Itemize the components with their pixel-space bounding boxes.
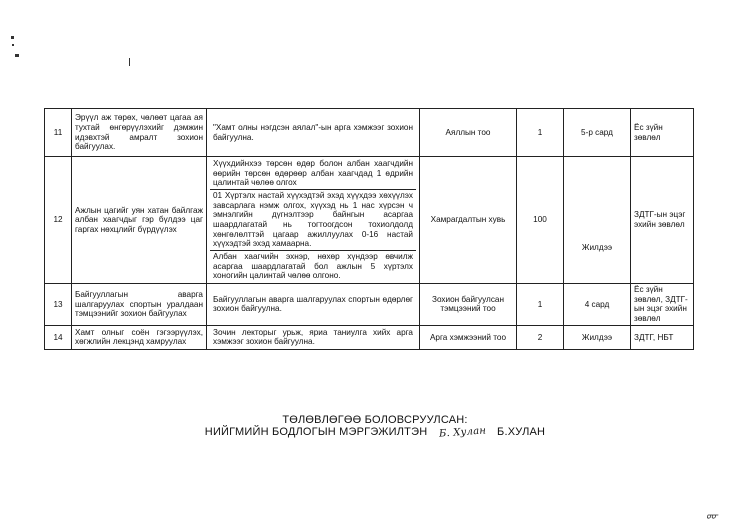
value-cell: 100 [517, 157, 564, 284]
time-cell: Жилдээ [564, 157, 631, 284]
plan-table [44, 108, 694, 350]
footer-prepared-by: ТӨЛӨВЛӨГӨӨ БОЛОВСРУУЛСАН: [282, 414, 468, 426]
scan-speck [11, 36, 14, 39]
footer-name: Б.ХУЛАН [497, 426, 546, 438]
activity-cell [207, 109, 420, 157]
value-cell: 2 [517, 325, 564, 349]
footer-position-title: НИЙГМИЙН БОДЛОГЫН МЭРГЭЖИЛТЭН [204, 426, 428, 438]
activity-text: Зочин лекторыг урьж, яриа таниулга хийх арга хэмжээг зохион байгуулна. [213, 327, 413, 347]
table-row [45, 325, 694, 349]
page-number: ᡂ [706, 511, 718, 522]
row-number: 12 [45, 157, 72, 284]
activity-text: 01 Хүртэлх настай хүүхэдтэй эхэд хүүхдээ хөхүүлэх завсарлага нэмж олгох, хүүхэд нь 1 нас хүрсэн ч эмнэлгийн дүгнэлтээр байнгын асаргаа шаардлагатай нь тогтоогдсон тохиолдолд хөнгөлөлттэй цагаар ажиллуулах 0-16 настай хүүхэдтэй эхэд хамаарна. [210, 190, 416, 251]
activity-text: Хүүхдийнхээ төрсөн өдөр болон албан хаагчдийн өөрийн төрсөн өдөрөөр албан хаагчдад 1 өдрийн цалинтай чөлөө олгох [210, 158, 416, 190]
time-cell: Жилдээ [564, 325, 631, 349]
table-row [45, 157, 694, 284]
activity-text: Байгууллагын аварга шалгаруулах спортын өдөрлөг зохион байгуулна. [213, 294, 413, 314]
row-number: 11 [45, 109, 72, 157]
responsible-cell: ЗДТГ-ын эцэг эхийн зөвлөл [631, 157, 694, 284]
value-cell: 1 [517, 109, 564, 157]
row-number: 13 [45, 284, 72, 326]
indicator-cell: Аяллын тоо [420, 109, 517, 157]
footer-signature-line [0, 426, 750, 438]
activity-text: Албан хаагчийн эхнэр, нөхөр хүндээр өвчилж асаргаа шаардлагатай бол ажлын 5 хүртэлх хоногийн цалинтай чөлөө олгоно. [213, 252, 413, 281]
table-row [45, 109, 694, 157]
time-cell: 4 сард [564, 284, 631, 326]
goal-cell: Ажлын цагийг уян хатан байлгаж албан хаагчдыг гэр бүлдээ цаг гаргах нөхцлийг бүрдүүлэх [72, 157, 207, 284]
indicator-cell: Арга хэмжээний тоо [420, 325, 517, 349]
scan-speck [15, 54, 19, 57]
indicator-cell: Хамрагдалтын хувь [420, 157, 517, 284]
activity-text: "Хамт олны нэгдсэн аялал"-ын арга хэмжээг зохион байгуулна. [213, 122, 413, 142]
handwritten-signature: Б. Хулан [438, 425, 487, 440]
goal-cell: Байгууллагын аварга шалгаруулах спортын уралдаан тэмцээнийг зохион байгуулах [72, 284, 207, 326]
activity-cell [207, 157, 420, 284]
table-row [45, 284, 694, 326]
responsible-cell: Ёс зүйн зөвлөл [631, 109, 694, 157]
goal-cell: Эрүүл аж төрөх, чөлөөт цагаа ая тухтай өнгөрүүлэхийг дэмжин идэвхтэй амралт зохион байгуулах. [72, 109, 207, 157]
time-cell: 5-р сард [564, 109, 631, 157]
value-cell: 1 [517, 284, 564, 326]
row-number: 14 [45, 325, 72, 349]
indicator-cell: Зохион байгуулсан тэмцээний тоо [420, 284, 517, 326]
scan-speck [12, 44, 14, 46]
activity-cell [207, 325, 420, 349]
responsible-cell: ЗДТГ, НБТ [631, 325, 694, 349]
goal-cell: Хамт олныг соён гэгээрүүлэх, хөгжлийн лекцэнд хамруулах [72, 325, 207, 349]
scan-speck [129, 58, 130, 66]
responsible-cell: Ёс зүйн зөвлөл, ЗДТГ-ын эцэг эхийн зөвлөл [631, 284, 694, 326]
activity-cell [207, 284, 420, 326]
